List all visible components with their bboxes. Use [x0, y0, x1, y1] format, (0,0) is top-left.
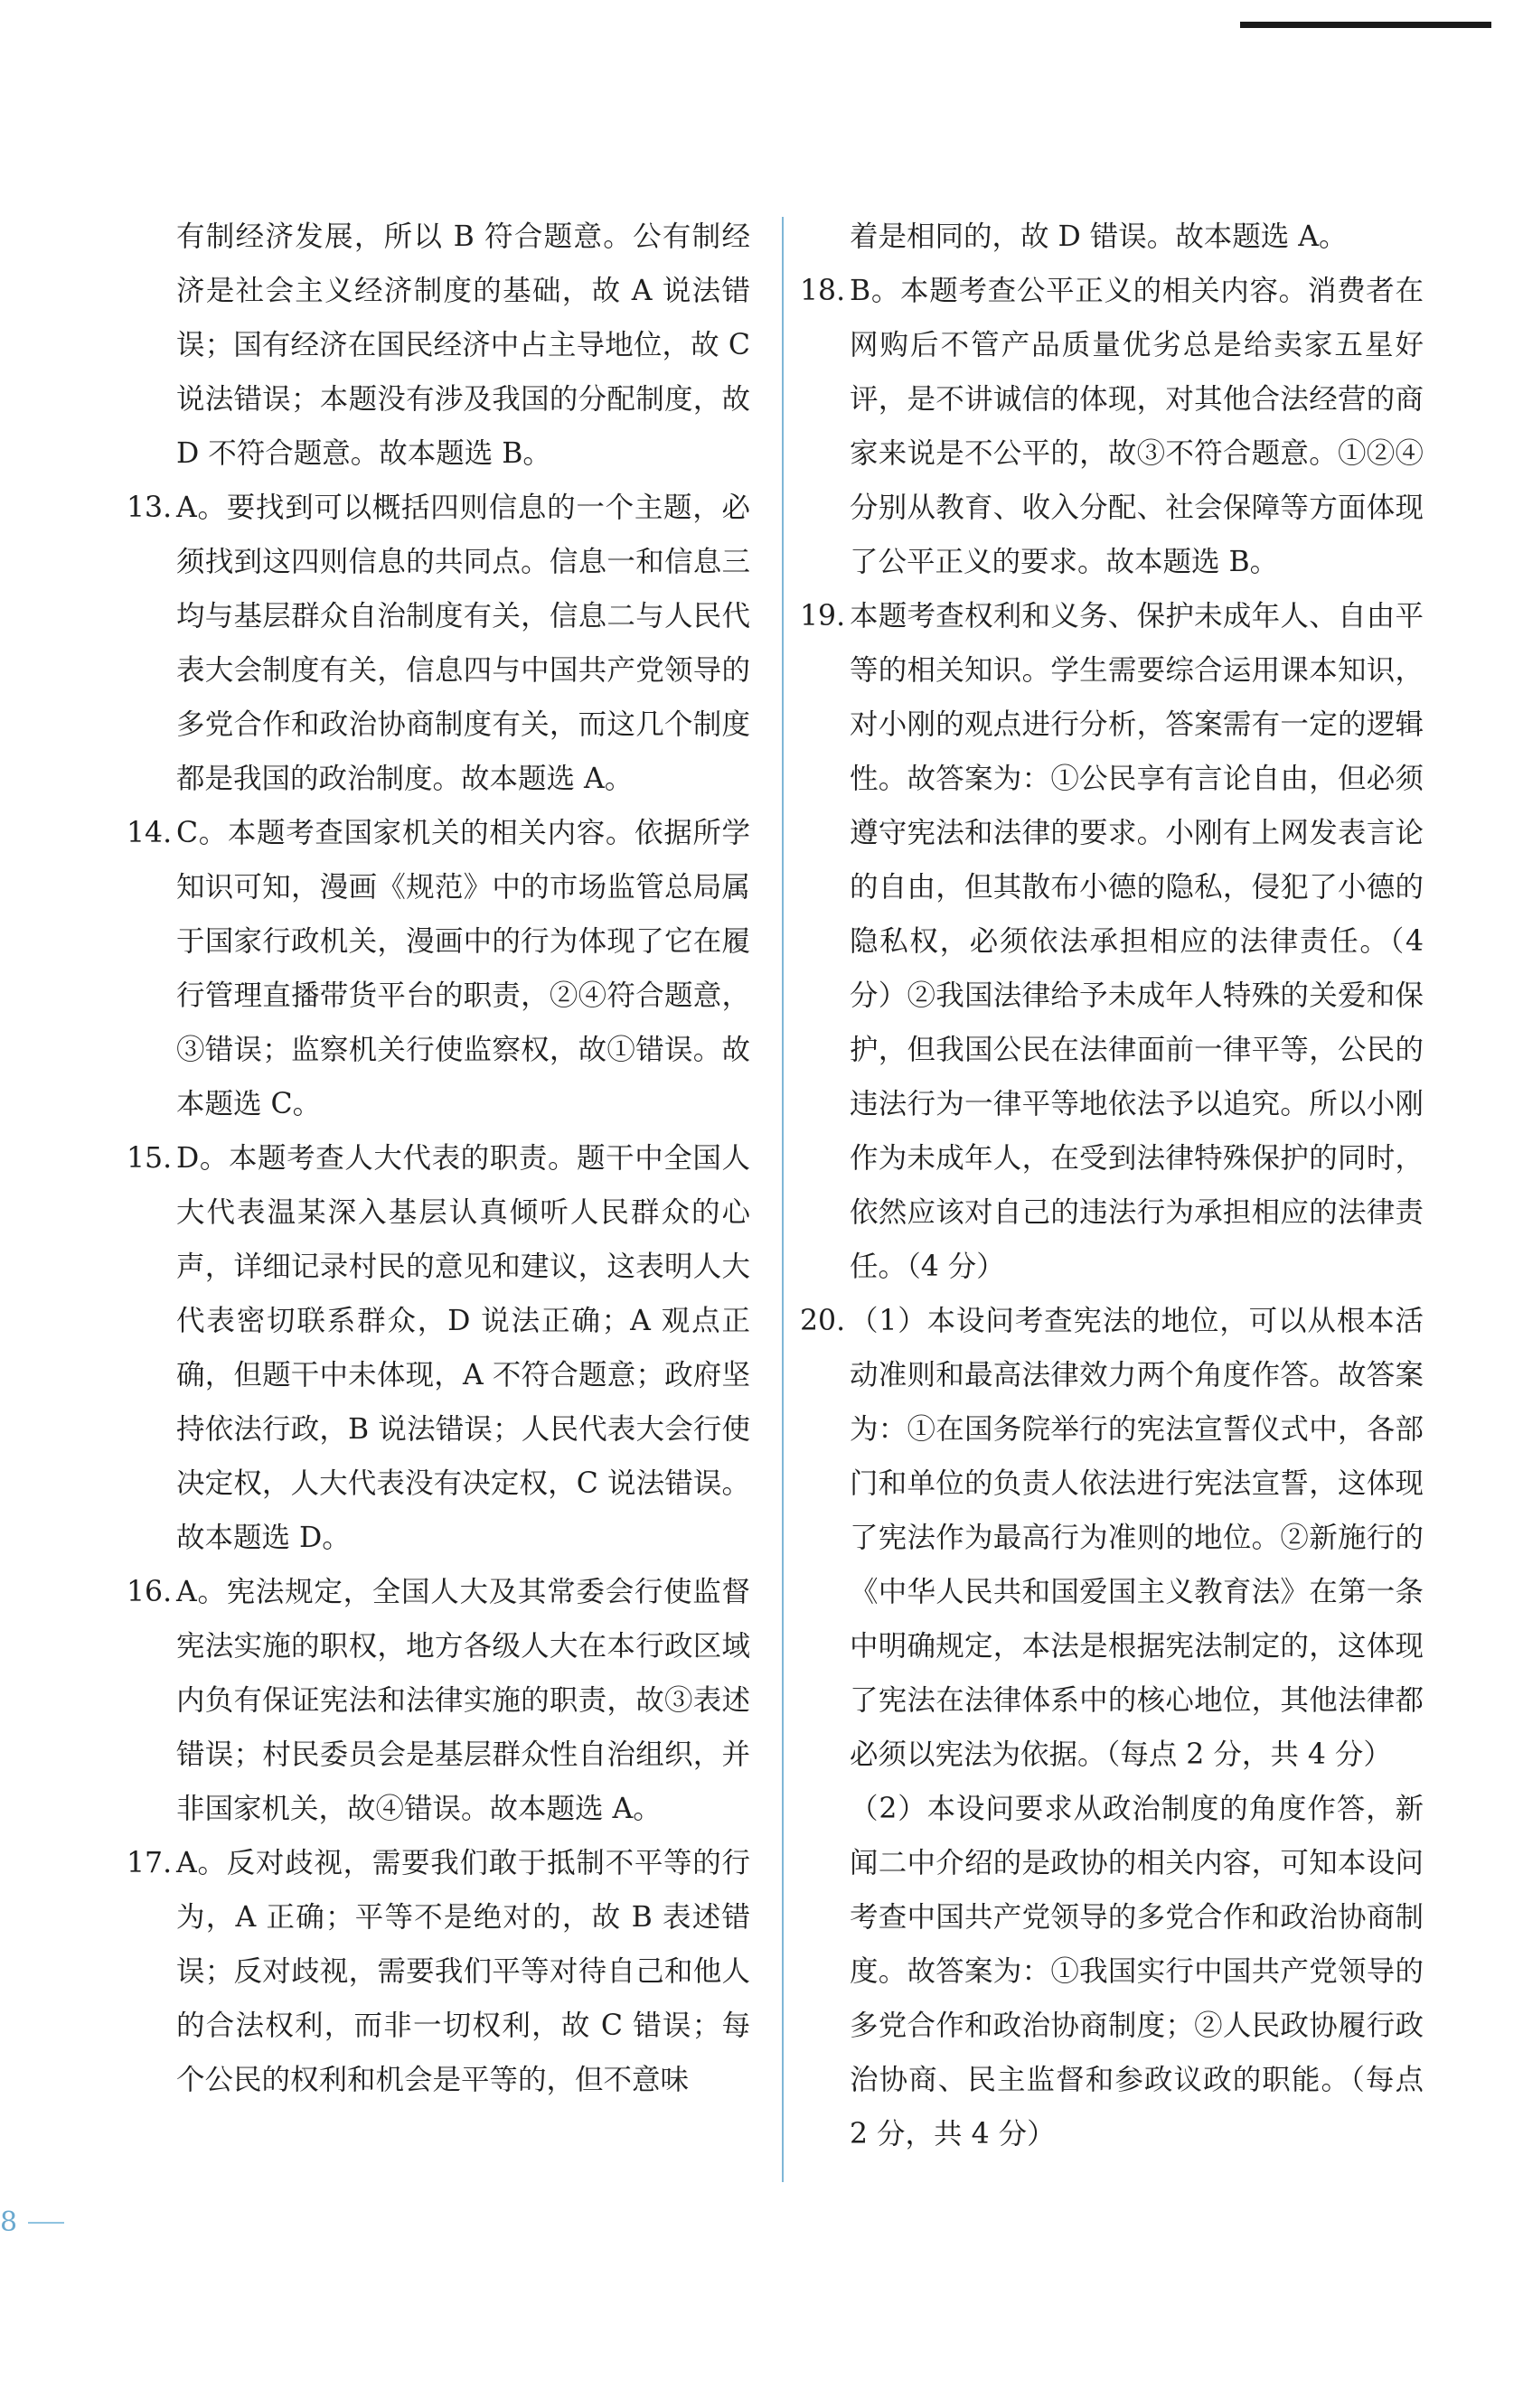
- answer-17: [127, 1836, 750, 2107]
- answer-number: 18.: [800, 275, 846, 307]
- right-column: [800, 210, 1424, 2161]
- answer-number: 15.: [127, 1142, 173, 1175]
- header-rule: [1240, 22, 1491, 28]
- answer-text: （1）本设问考查宪法的地位，可以从根本活动准则和最高法律效力两个角度作答。故答案为：①在国务院举行的宪法宣誓仪式中，各部门和单位的负责人依法进行宪法宣誓，这体现了宪法作为最高行为准则的地位。②新施行的《中华人民共和国爱国主义教育法》在第一条中明确规定，本法是根据宪法制定的，这体现了宪法在法律体系中的核心地位，其他法律都必须以宪法为依据。（每点 2 分，共 4 分）: [850, 1305, 1424, 1771]
- answer-text: A。反对歧视，需要我们敢于抵制不平等的行为，A 正确；平等不是绝对的，故 B 表述错误；反对歧视，需要我们平等对待自己和他人的合法权利，而非一切权利，故 C 错误；每个公民的权利和机会是平等的，但不意味: [176, 1847, 750, 2096]
- answer-12-continuation: 有制经济发展，所以 B 符合题意。公有制经济是社会主义经济制度的基础，故 A 说法错误；国有经济在国民经济中占主导地位，故 C 说法错误；本题没有涉及我国的分配制度，故 D 不符合题意。故本题选 B。: [176, 220, 750, 470]
- page-number: 8: [0, 2207, 18, 2238]
- answer-15: [127, 1131, 750, 1565]
- answer-20: [800, 1294, 1424, 1782]
- answer-number: 19.: [800, 600, 846, 632]
- answer-text: 本题考查权利和义务、保护未成年人、自由平等的相关知识。学生需要综合运用课本知识，对小刚的观点进行分析，答案需有一定的逻辑性。故答案为：①公民享有言论自由，但必须遵守宪法和法律的要求。小刚有上网发表言论的自由，但其散布小德的隐私，侵犯了小德的隐私权，必须依法承担相应的法律责任。（4 分）②我国法律给予未成年人特殊的关爱和保护，但我国公民在法律面前一律平等，公民的违法行为一律平等地依法予以追究。所以小刚作为未成年人，在受到法律特殊保护的同时，依然应该对自己的违法行为承担相应的法律责任。（4 分）: [850, 600, 1424, 1283]
- answer-14: [127, 806, 750, 1131]
- answer-number: 14.: [127, 817, 173, 849]
- left-column: [127, 210, 750, 2107]
- answer-13: [127, 481, 750, 806]
- answer-18: [800, 264, 1424, 589]
- answer-text: B。本题考查公平正义的相关内容。消费者在网购后不管产品质量优劣总是给卖家五星好评，是不讲诚信的体现，对其他合法经营的商家来说是不公平的，故③不符合题意。①②④分别从教育、收入分配、社会保障等方面体现了公平正义的要求。故本题选 B。: [850, 275, 1424, 578]
- answer-text: D。本题考查人大代表的职责。题干中全国人大代表温某深入基层认真倾听人民群众的心声，详细记录村民的意见和建议，这表明人大代表密切联系群众，D 说法正确；A 观点正确，但题干中未体现，A 不符合题意；政府坚持依法行政，B 说法错误；人民代表大会行使决定权，人大代表没有决定权，C 说法错误。故本题选 D。: [176, 1142, 750, 1554]
- answer-text: A。要找到可以概括四则信息的一个主题，必须找到这四则信息的共同点。信息一和信息三均与基层群众自治制度有关，信息二与人民代表大会制度有关，信息四与中国共产党领导的多党合作和政治协商制度有关，而这几个制度都是我国的政治制度。故本题选 A。: [176, 492, 750, 795]
- answer-text: C。本题考查国家机关的相关内容。依据所学知识可知，漫画《规范》中的市场监管总局属于国家行政机关，漫画中的行为体现了它在履行管理直播带货平台的职责，②④符合题意，③错误；监察机关行使监察权，故①错误。故本题选 C。: [176, 817, 750, 1120]
- page-footer: [0, 2207, 64, 2238]
- answer-17-continuation: 着是相同的，故 D 错误。故本题选 A。: [850, 220, 1348, 253]
- answer-20-part-2: （2）本设问要求从政治制度的角度作答，新闻二中介绍的是政协的相关内容，可知本设问考查中国共产党领导的多党合作和政治协商制度。故答案为：①我国实行中国共产党领导的多党合作和政治协商制度；②人民政协履行政治协商、民主监督和参政议政的职能。（每点 2 分，共 4 分）: [850, 1793, 1424, 2150]
- answer-text: A。宪法规定，全国人大及其常委会行使监督宪法实施的职权，地方各级人大在本行政区域内负有保证宪法和法律实施的职责，故③表述错误；村民委员会是基层群众性自治组织，并非国家机关，故④错误。故本题选 A。: [176, 1576, 750, 1825]
- answer-number: 13.: [127, 492, 173, 524]
- column-divider: [782, 217, 784, 2182]
- answer-19: [800, 589, 1424, 1294]
- footer-dash: [28, 2222, 64, 2224]
- answer-number: 20.: [800, 1305, 846, 1337]
- answer-16: [127, 1565, 750, 1836]
- answer-number: 17.: [127, 1847, 173, 1879]
- answer-number: 16.: [127, 1576, 173, 1608]
